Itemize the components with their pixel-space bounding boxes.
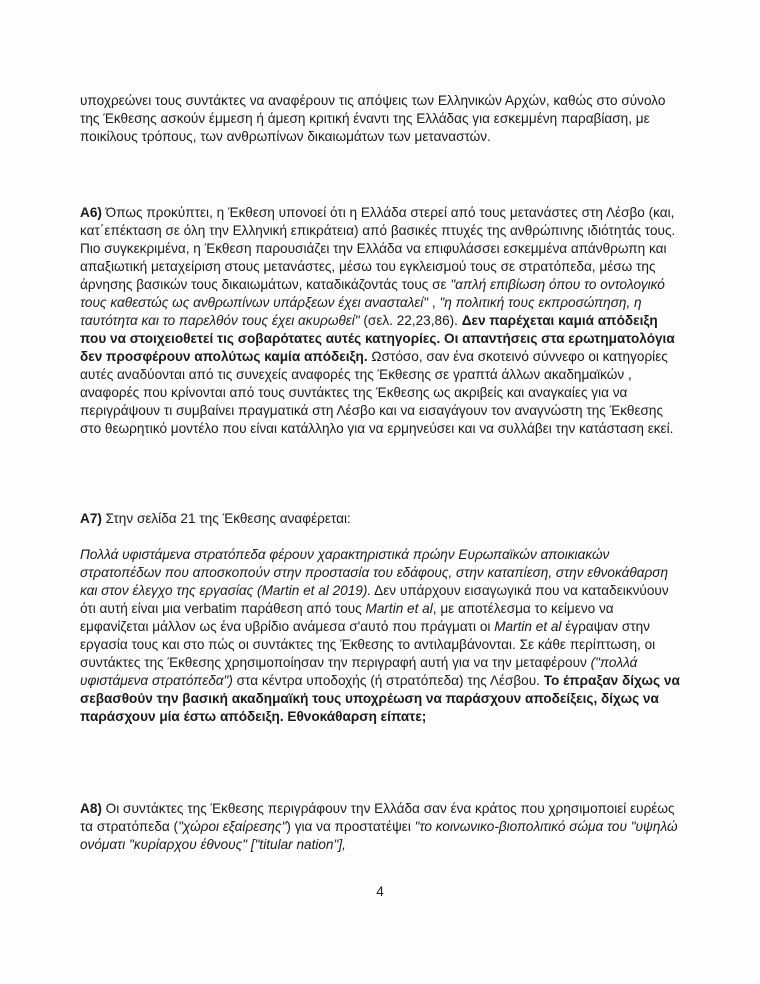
italic-quote: ("πολλά υφιστάμενα στρατόπεδα") bbox=[80, 655, 638, 688]
page-number: 4 bbox=[376, 884, 384, 899]
paragraph-text: ) για να προστατέψει bbox=[286, 819, 415, 834]
italic-citation: Martin et al bbox=[365, 601, 433, 616]
bold-statement: Δεν παρέχεται καμιά απόδειξη που να στοιχειοθετεί τις σοβαρότατες αυτές κατηγορίες. Οι απαντήσεις στα ερωτηματολόγια δεν προσφέρουν απολύτως καμία απόδειξη. bbox=[80, 313, 675, 364]
paragraph-text: (σελ. 22,23,86). bbox=[359, 313, 462, 328]
paragraph-text: υποχρεώνει τους συντάκτες να αναφέρουν τις απόψεις των Ελληνικών Αρχών, καθώς στο σύνολο της Έκθεσης ασκούν έμμεση ή άμεση κριτική έναντι της Ελλάδας για εσκεμμένη παραβίαση, με ποικίλους τρόπους, των ανθρωπίνων δικαιωμάτων των μεταναστών. bbox=[80, 93, 666, 144]
paragraph-text: Όπως προκύπτει, η Έκθεση υπονοεί ότι η Ελλάδα στερεί από τους μετανάστες στη Λέσβο (και, κατ΄επέκταση σε όλη την Ελληνική επικράτεια) από βασικές πτυχές της ανθρώπινης ιδιότητάς τους. Πιο συγκεκριμένα, η Έκθεση παρουσιάζει την Ελλάδα να επιφυλάσσει εσκεμμένα απάνθρωπη και απαξιωτική μεταχείριση στους μετανάστες, μέσω του εγκλεισμού τους σε στρατόπεδα, μέσω της άρνησης βασικών τους δικαιωμάτων, καταδικάζοντάς τους σε bbox=[80, 205, 676, 292]
paragraph-continued bbox=[80, 92, 685, 146]
paragraph-text: Στην σελίδα 21 της Έκθεσης αναφέρεται: bbox=[101, 511, 351, 526]
bold-statement: Το έπραξαν δίχως να σεβασθούν την βασική ακαδημαϊκή τους υποχρέωση να παράσχουν αποδείξεις, δίχως να παράσχουν μία έστω απόδειξη. Εθνοκάθαρση είπατε; bbox=[80, 673, 680, 724]
paragraph-a8 bbox=[80, 800, 685, 854]
paragraph-a7-intro bbox=[80, 510, 685, 528]
paragraph-text: Δεν υπάρχουν εισαγωγικά που να καταδεικνύουν ότι αυτή είναι μια verbatim παράθεση από τους bbox=[80, 583, 669, 616]
paragraph-label: Α8) bbox=[80, 801, 102, 816]
paragraph-text: , bbox=[428, 295, 440, 310]
paragraph-text: , με αποτέλεσμα το κείμενο να εμφανίζεται μάλλον ως ένα υβρίδιο ανάμεσα σ'αυτό που πράγματι οι bbox=[80, 601, 614, 634]
paragraph-text: Ωστόσο, σαν ένα σκοτεινό σύννεφο οι κατηγορίες αυτές αναδύονται από τις συνεχείς αναφορές της Έκθεσης σε γραπτά άλλων ακαδημαϊκών , αναφορές που κρίνονται από τους συντάκτες της Έκθεσης ως ακριβείς και αναγκαίες για να περιγράψουν τι συμβαίνει πραγματικά στη Λέσβο και να εισαγάγουν τον αναγνώστη της Έκθεσης στο θεωρητικό μοντέλο που είναι κατάλληλο για να ερμηνεύσει και να συλλάβει την κατάσταση εκεί. bbox=[80, 349, 674, 436]
paragraph-label: Α7) bbox=[80, 511, 102, 526]
paragraph-text: έγραψαν στην εργασία τους και στο πώς οι συντάκτες της Έκθεσης το αντιλαμβάνονται. Σε κάθε περίπτωση, οι συντάκτες της Έκθεσης χρησιμοποίησαν την περιγραφή αυτή για να την μεταφέρουν bbox=[80, 619, 656, 670]
paragraph-text: στα κέντρα υποδοχής (ή στρατόπεδα) της Λέσβου. bbox=[232, 673, 544, 688]
paragraph-text: Οι συντάκτες της Έκθεσης περιγράφουν την Ελλάδα σαν ένα κράτος που χρησιμοποιεί ευρέως τα στρατόπεδα ( bbox=[80, 801, 675, 834]
paragraph-a6 bbox=[80, 204, 685, 438]
paragraph-label: Α6) bbox=[80, 205, 102, 220]
italic-citation: Martin et al bbox=[494, 619, 562, 634]
italic-quote: Πολλά υφιστάμενα στρατόπεδα φέρουν χαρακτηριστικά πρώην Ευρωπαϊκών αποικιακών στρατοπέδων που αποσκοπούν στην προστασία του εδάφους, στην καταπίεση, στην εθνοκάθαρση και στον έλεγχο της εργασίας (Martin et al 2019). bbox=[80, 547, 669, 598]
italic-quote: "το κοινωνικο-βιοπολιτικό σώμα του "υψηλώ ονόματι "κυρίαρχου έθνους" ["titular nation"], bbox=[80, 819, 678, 852]
italic-quote: "απλή επιβίωση όπου το οντολογικό τους καθεστώς ως ανθρωπίνων υπάρξεων έχει ανασταλεί" bbox=[80, 277, 665, 310]
paragraph-a7-body bbox=[80, 546, 685, 726]
italic-quote: "χώροι εξαίρεσης" bbox=[178, 819, 287, 834]
italic-quote: "η πολιτική τους εκπροσώπηση, η ταυτότητα και το παρελθόν τους έχει ακυρωθεί" bbox=[80, 295, 642, 328]
